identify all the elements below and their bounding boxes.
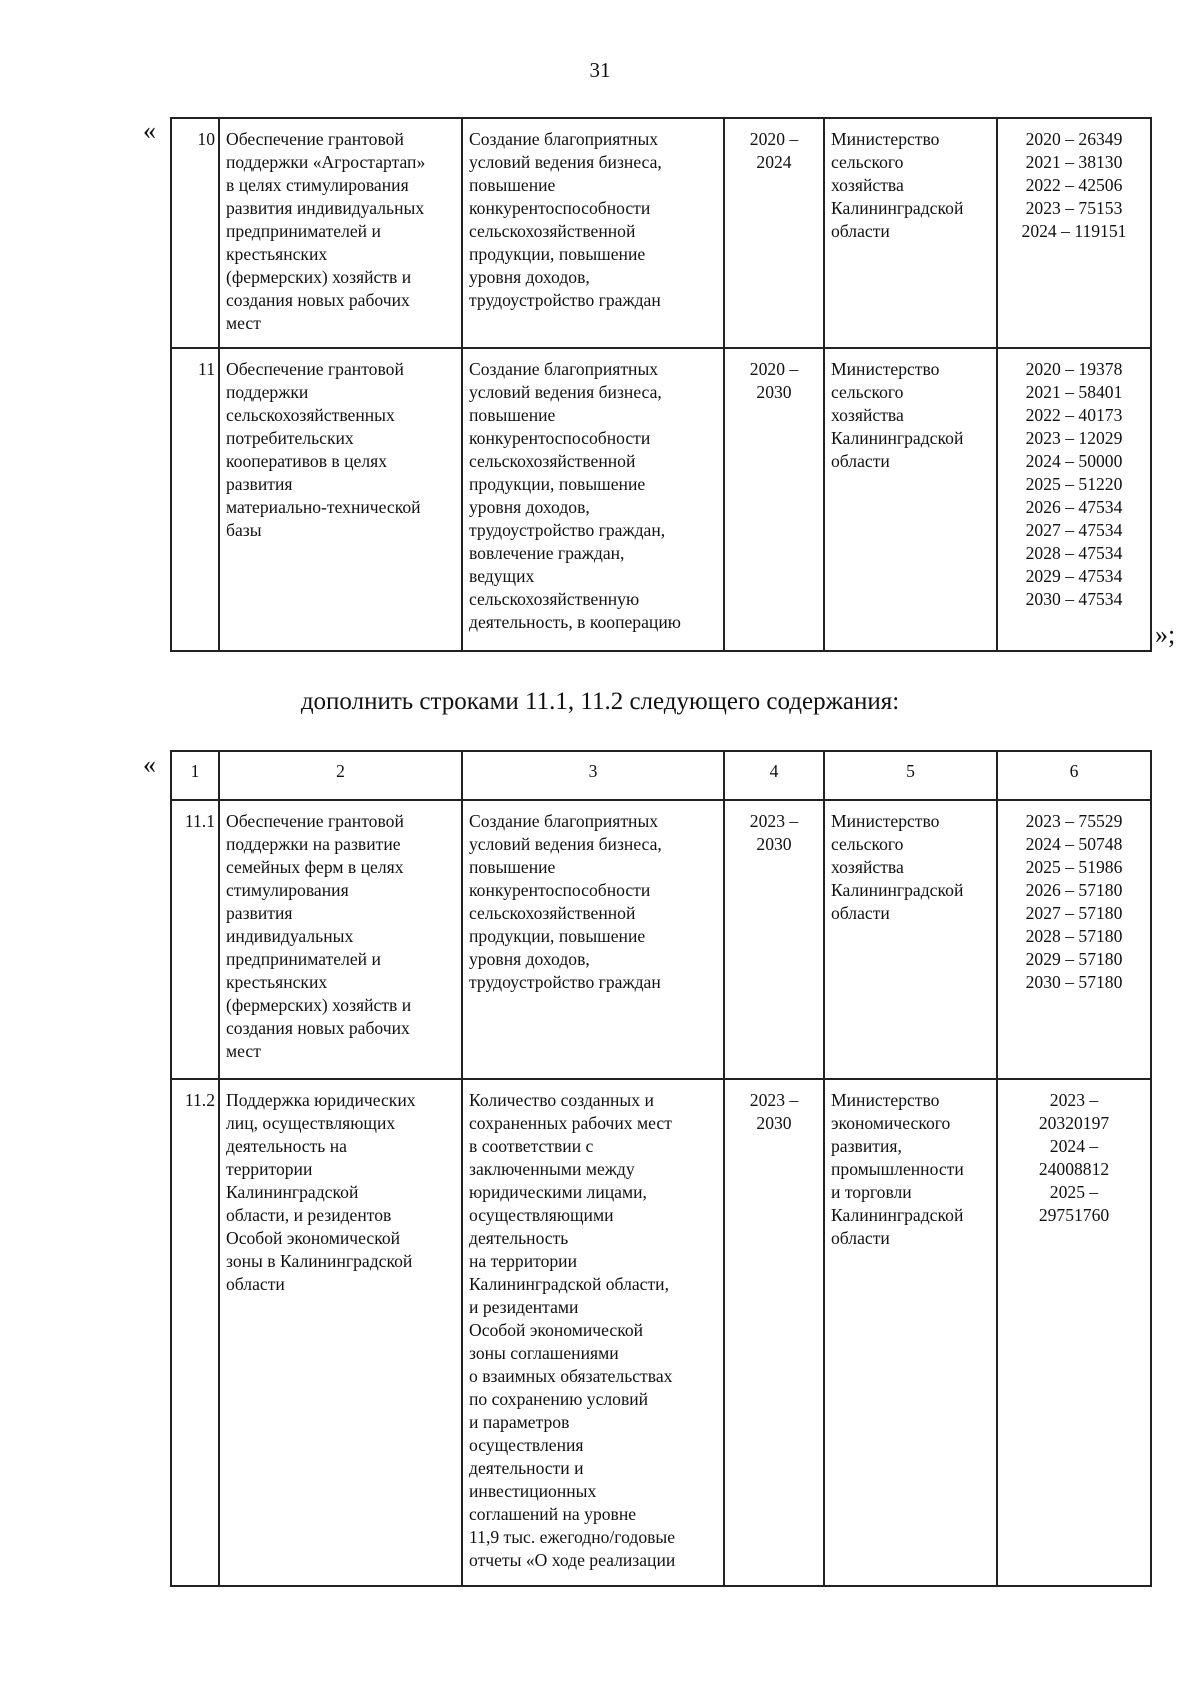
table-row	[171, 1079, 1151, 1586]
responsible-executor-line: хозяйства	[831, 405, 904, 425]
measure-name-line: Поддержка юридических	[226, 1090, 416, 1110]
responsible-executor-line: развития,	[831, 1136, 902, 1156]
expected-result-line: сохраненных рабочих мест	[469, 1113, 672, 1133]
funding-by-year-line: 2024 – 50748	[1025, 834, 1123, 854]
responsible-executor-line: области	[831, 1228, 890, 1248]
funding-by-year-line: 2029 – 47534	[1025, 566, 1123, 586]
implementation-period-line: 2030	[756, 382, 792, 402]
expected-result-line: в соответствии с	[469, 1136, 594, 1156]
measure-name-line: создания новых рабочих	[226, 290, 410, 310]
funding-by-year-line: 2024 – 119151	[1021, 221, 1127, 241]
funding-by-year-line: 2025 –	[1049, 1182, 1099, 1202]
measure-name-line: мест	[226, 1041, 261, 1061]
column-number: 6	[997, 751, 1151, 800]
responsible-executor-line: и торговли	[831, 1182, 912, 1202]
measure-name-line: области	[226, 1274, 285, 1294]
expected-result-line: на территории	[469, 1251, 578, 1271]
measure-number-line: 11.1	[184, 811, 215, 831]
funding-by-year-line: 2022 – 42506	[1025, 175, 1123, 195]
funding-by-year-cell	[997, 118, 1151, 348]
funding-by-year-line: 2020 – 26349	[1025, 129, 1123, 149]
responsible-executor-cell	[824, 118, 997, 348]
responsible-executor-line: промышленности	[831, 1159, 964, 1179]
funding-by-year-cell	[997, 348, 1151, 651]
funding-by-year-line: 2024 –	[1049, 1136, 1099, 1156]
measure-name-line: поддержки «Агростартап»	[226, 152, 426, 172]
funding-by-year-line: 2021 – 58401	[1025, 382, 1123, 402]
implementation-period-line: 2020 –	[749, 129, 799, 149]
table-row	[171, 348, 1151, 651]
measure-name-line: (фермерских) хозяйств и	[226, 995, 412, 1015]
expected-result-line: уровня доходов,	[469, 267, 590, 287]
measure-name-line: создания новых рабочих	[226, 1018, 410, 1038]
measure-name-line: развития индивидуальных	[226, 198, 425, 218]
expected-result-line: деятельность	[469, 1228, 569, 1248]
column-number-header-row	[171, 751, 1151, 800]
responsible-executor-line: Министерство	[831, 359, 940, 379]
measure-name-line: семейных ферм в целях	[226, 857, 404, 877]
measure-name-line: Обеспечение грантовой	[226, 359, 404, 379]
expected-result-line: сельскохозяйственной	[469, 221, 636, 241]
measure-number-line: 11.2	[184, 1090, 215, 1110]
measure-name-line: развития	[226, 903, 293, 923]
funding-by-year-line: 2028 – 57180	[1025, 926, 1123, 946]
responsible-executor-cell	[824, 1079, 997, 1586]
funding-by-year-line: 24008812	[1038, 1159, 1110, 1179]
funding-by-year-line: 2023 – 75529	[1025, 811, 1123, 831]
expected-result-line: конкурентоспособности	[469, 198, 651, 218]
measure-name-line: Калининградской	[226, 1182, 359, 1202]
responsible-executor-line: хозяйства	[831, 175, 904, 195]
implementation-period-line: 2024	[756, 152, 792, 172]
expected-result-line: условий ведения бизнеса,	[469, 152, 662, 172]
expected-result-line: осуществляющими	[469, 1205, 614, 1225]
expected-result-line: деятельность, в кооперацию	[469, 612, 681, 632]
funding-by-year-line: 2026 – 57180	[1025, 880, 1123, 900]
expected-result-line: и параметров	[469, 1412, 570, 1432]
column-number: 1	[171, 751, 219, 800]
expected-result-line: Количество созданных и	[469, 1090, 654, 1110]
implementation-period-line: 2030	[756, 834, 792, 854]
measure-name-line: развития	[226, 474, 293, 494]
expected-result-line: условий ведения бизнеса,	[469, 834, 662, 854]
expected-result-line: 11,9 тыс. ежегодно/годовые	[469, 1527, 676, 1547]
table-row	[171, 800, 1151, 1079]
measure-name-line: зоны в Калининградской	[226, 1251, 413, 1271]
expected-result-line: повышение	[469, 405, 556, 425]
expected-result-line: Создание благоприятных	[469, 359, 659, 379]
implementation-period-cell	[724, 348, 824, 651]
expected-result-line: зоны соглашениями	[469, 1343, 619, 1363]
funding-by-year-line: 20320197	[1038, 1113, 1110, 1133]
amendment-instruction: дополнить строками 11.1, 11.2 следующего содержания:	[300, 688, 900, 715]
expected-result-line: юридическими лицами,	[469, 1182, 647, 1202]
responsible-executor-line: экономического	[831, 1113, 951, 1133]
measure-name-line: сельскохозяйственных	[226, 405, 395, 425]
measure-name-line: предпринимателей и	[226, 949, 381, 969]
expected-result-cell	[462, 348, 724, 651]
implementation-period-cell	[724, 800, 824, 1079]
opening-quote-mark: «	[143, 750, 156, 779]
implementation-period-line: 2023 –	[749, 811, 799, 831]
funding-by-year-line: 2021 – 38130	[1025, 152, 1123, 172]
expected-result-line: продукции, повышение	[469, 474, 646, 494]
measure-number-line: 11	[198, 359, 215, 379]
program-measures-table	[170, 117, 1152, 652]
funding-by-year-line: 2029 – 57180	[1025, 949, 1123, 969]
measure-name-line: лиц, осуществляющих	[226, 1113, 396, 1133]
responsible-executor-line: Калининградской	[831, 1205, 964, 1225]
responsible-executor-line: Министерство	[831, 811, 940, 831]
column-number: 5	[824, 751, 997, 800]
expected-result-line: конкурентоспособности	[469, 880, 651, 900]
expected-result-line: сельскохозяйственной	[469, 903, 636, 923]
expected-result-line: о взаимных обязательствах	[469, 1366, 673, 1386]
measure-name-line: поддержки на развитие	[226, 834, 401, 854]
expected-result-line: Калининградской области,	[469, 1274, 669, 1294]
responsible-executor-cell	[824, 348, 997, 651]
measure-name-line: кооперативов в целях	[226, 451, 388, 471]
measure-name-line: поддержки	[226, 382, 309, 402]
funding-by-year-line: 2026 – 47534	[1025, 497, 1123, 517]
responsible-executor-line: Министерство	[831, 129, 940, 149]
responsible-executor-line: области	[831, 221, 890, 241]
funding-by-year-line: 2028 – 47534	[1025, 543, 1123, 563]
measure-name-cell	[219, 348, 462, 651]
funding-by-year-line: 2027 – 57180	[1025, 903, 1123, 923]
expected-result-line: трудоустройство граждан	[469, 972, 661, 992]
responsible-executor-line: Калининградской	[831, 880, 964, 900]
measure-number-line: 10	[197, 129, 215, 149]
funding-by-year-line: 2025 – 51986	[1025, 857, 1123, 877]
expected-result-line: повышение	[469, 857, 556, 877]
funding-by-year-cell	[997, 1079, 1151, 1586]
responsible-executor-line: сельского	[831, 834, 904, 854]
expected-result-line: вовлечение граждан,	[469, 543, 625, 563]
responsible-executor-line: Калининградской	[831, 428, 964, 448]
measure-name-line: области, и резидентов	[226, 1205, 392, 1225]
measure-name-line: крестьянских	[226, 972, 328, 992]
funding-by-year-line: 2024 – 50000	[1025, 451, 1123, 471]
funding-by-year-line: 2023 – 75153	[1025, 198, 1123, 218]
closing-quote-mark: »;	[1155, 620, 1176, 649]
expected-result-line: сельскохозяйственной	[469, 451, 636, 471]
column-number: 2	[219, 751, 462, 800]
expected-result-line: уровня доходов,	[469, 497, 590, 517]
measure-number-cell	[171, 800, 219, 1079]
measure-name-line: деятельность на	[226, 1136, 347, 1156]
implementation-period-cell	[724, 1079, 824, 1586]
funding-by-year-line: 2030 – 47534	[1025, 589, 1123, 609]
measure-name-cell	[219, 1079, 462, 1586]
funding-by-year-line: 2025 – 51220	[1025, 474, 1123, 494]
expected-result-line: продукции, повышение	[469, 926, 646, 946]
funding-by-year-line: 2020 – 19378	[1025, 359, 1123, 379]
measure-name-line: территории	[226, 1159, 313, 1179]
column-number: 3	[462, 751, 724, 800]
expected-result-line: Создание благоприятных	[469, 811, 659, 831]
responsible-executor-cell	[824, 800, 997, 1079]
implementation-period-line: 2030	[756, 1113, 792, 1133]
expected-result-line: деятельности и	[469, 1458, 584, 1478]
measure-number-cell	[171, 348, 219, 651]
table-row	[171, 118, 1151, 348]
expected-result-cell	[462, 118, 724, 348]
measure-name-line: предпринимателей и	[226, 221, 381, 241]
funding-by-year-line: 2023 –	[1049, 1090, 1099, 1110]
measure-number-cell	[171, 1079, 219, 1586]
responsible-executor-line: сельского	[831, 152, 904, 172]
responsible-executor-line: области	[831, 903, 890, 923]
measure-name-line: материально-технической	[226, 497, 421, 517]
responsible-executor-line: области	[831, 451, 890, 471]
expected-result-line: ведущих	[469, 566, 535, 586]
measure-name-line: базы	[226, 520, 262, 540]
funding-by-year-line: 2023 – 12029	[1025, 428, 1123, 448]
expected-result-line: и резидентами	[469, 1297, 579, 1317]
measure-name-line: стимулирования	[226, 880, 349, 900]
expected-result-line: осуществления	[469, 1435, 584, 1455]
measure-name-line: Обеспечение грантовой	[226, 811, 404, 831]
implementation-period-line: 2023 –	[749, 1090, 799, 1110]
column-number: 4	[724, 751, 824, 800]
measure-number-cell	[171, 118, 219, 348]
implementation-period-cell	[724, 118, 824, 348]
expected-result-line: заключенными между	[469, 1159, 635, 1179]
measure-name-line: (фермерских) хозяйств и	[226, 267, 412, 287]
funding-by-year-line: 29751760	[1038, 1205, 1110, 1225]
expected-result-line: сельскохозяйственную	[469, 589, 640, 609]
expected-result-line: инвестиционных	[469, 1481, 597, 1501]
expected-result-line: повышение	[469, 175, 556, 195]
measure-name-line: в целях стимулирования	[226, 175, 409, 195]
expected-result-line: отчеты «О ходе реализации	[469, 1550, 676, 1570]
expected-result-line: конкурентоспособности	[469, 428, 651, 448]
expected-result-cell	[462, 1079, 724, 1586]
funding-by-year-line: 2022 – 40173	[1025, 405, 1123, 425]
expected-result-line: уровня доходов,	[469, 949, 590, 969]
expected-result-line: по сохранению условий	[469, 1389, 649, 1409]
page-number: 31	[589, 58, 611, 82]
expected-result-line: трудоустройство граждан	[469, 290, 661, 310]
expected-result-line: соглашений на уровне	[469, 1504, 637, 1524]
measure-name-line: Обеспечение грантовой	[226, 129, 404, 149]
responsible-executor-line: сельского	[831, 382, 904, 402]
funding-by-year-line: 2027 – 47534	[1025, 520, 1123, 540]
funding-by-year-line: 2030 – 57180	[1025, 972, 1123, 992]
measure-name-line: мест	[226, 313, 261, 333]
measure-name-line: Особой экономической	[226, 1228, 401, 1248]
expected-result-line: трудоустройство граждан,	[469, 520, 666, 540]
measure-name-cell	[219, 800, 462, 1079]
measure-name-cell	[219, 118, 462, 348]
expected-result-line: Создание благоприятных	[469, 129, 659, 149]
implementation-period-line: 2020 –	[749, 359, 799, 379]
expected-result-line: Особой экономической	[469, 1320, 644, 1340]
funding-by-year-cell	[997, 800, 1151, 1079]
measure-name-line: крестьянских	[226, 244, 328, 264]
measure-name-line: потребительских	[226, 428, 354, 448]
expected-result-line: продукции, повышение	[469, 244, 646, 264]
expected-result-cell	[462, 800, 724, 1079]
responsible-executor-line: хозяйства	[831, 857, 904, 877]
expected-result-line: условий ведения бизнеса,	[469, 382, 662, 402]
measure-name-line: индивидуальных	[226, 926, 354, 946]
responsible-executor-line: Министерство	[831, 1090, 940, 1110]
added-rows-table	[170, 750, 1152, 1587]
responsible-executor-line: Калининградской	[831, 198, 964, 218]
opening-quote-mark: «	[143, 116, 156, 145]
